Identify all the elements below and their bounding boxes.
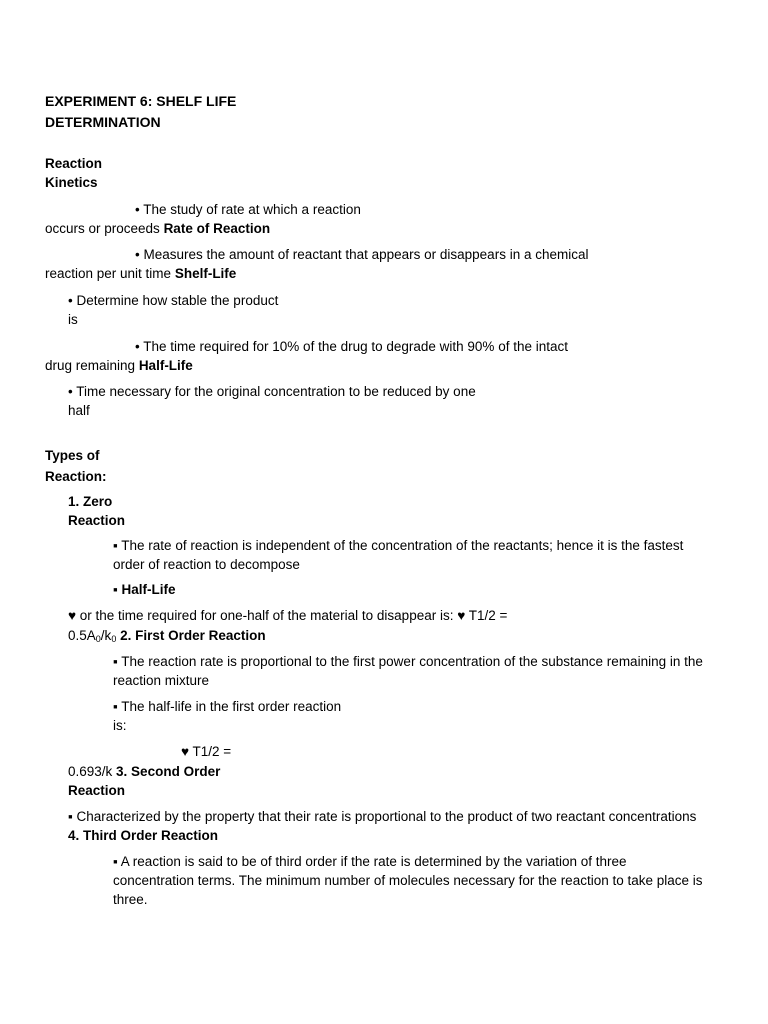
first-order-formula-line-1: ♥ T1/2 = (181, 744, 232, 759)
zero-order-bullet-1-line-2: order of reaction to decompose (113, 557, 300, 572)
rate-of-reaction-term: Rate of Reaction (163, 221, 271, 236)
first-order-heading: 2. First Order Reaction (120, 628, 266, 643)
document-title-line-1: EXPERIMENT 6: SHELF LIFE (45, 93, 237, 109)
shelf-life-term: Shelf-Life (174, 266, 237, 281)
first-order-formula-value: 0.693/k (68, 764, 117, 779)
kinetics-bullet-5-line-2: half (68, 403, 90, 418)
zero-order-formula-subscript-k: 0 (111, 634, 117, 644)
zero-order-heading-line-2: Reaction (68, 513, 126, 528)
first-order-bullet-1-line-2: reaction mixture (113, 673, 210, 688)
third-order-bullet-1-line-2: concentration terms. The minimum number of molecules necessary for the reaction to take place is (113, 873, 703, 888)
zero-order-heading-line-1: 1. Zero (68, 494, 113, 509)
second-order-bullet-1: ▪ Characterized by the property that their rate is proportional to the product of two reactant concentrations (68, 809, 697, 824)
third-order-bullet-1-line-3: three. (113, 892, 148, 907)
third-order-bullet-1-line-1: ▪ A reaction is said to be of third order if the rate is determined by the variation of three (113, 854, 627, 869)
kinetics-heading-line-1: Reaction (45, 156, 103, 171)
kinetics-bullet-5-line-1: • Time necessary for the original concentration to be reduced by one (68, 384, 476, 399)
kinetics-bullet-3-line-1: • Determine how stable the product (68, 293, 279, 308)
first-order-bullet-2-line-1: ▪ The half-life in the first order reaction (113, 699, 342, 714)
first-order-bullet-1-line-1: ▪ The reaction rate is proportional to the first power concentration of the substance remaining in the (113, 654, 703, 669)
zero-order-formula-subscript-a: 0 (95, 634, 101, 644)
third-order-heading: 4. Third Order Reaction (68, 828, 219, 843)
zero-order-formula-a: 0.5A (68, 628, 96, 643)
kinetics-bullet-4-text: drug remaining (45, 358, 139, 373)
zero-order-formula-line-2 (68, 626, 266, 645)
second-order-heading-line-2: Reaction (68, 783, 126, 798)
types-heading-line-2: Reaction: (45, 469, 107, 484)
kinetics-bullet-2-line-1: • Measures the amount of reactant that appears or disappears in a chemical (135, 247, 589, 262)
zero-order-bullet-1-line-1: ▪ The rate of reaction is independent of the concentration of the reactants; hence it is the fastest (113, 538, 684, 553)
kinetics-bullet-4-line-1: • The time required for 10% of the drug to degrade with 90% of the intact (135, 339, 568, 354)
kinetics-bullet-1-text: occurs or proceeds (45, 221, 164, 236)
zero-order-formula-k: /k (100, 628, 112, 643)
kinetics-bullet-2-line-2 (45, 264, 236, 283)
kinetics-bullet-2-text: reaction per unit time (45, 266, 175, 281)
kinetics-heading-line-2: Kinetics (45, 175, 98, 190)
second-order-heading-line-1: 3. Second Order (116, 764, 221, 779)
kinetics-bullet-1-line-1: • The study of rate at which a reaction (135, 202, 361, 217)
kinetics-bullet-3-line-2: is (68, 312, 78, 327)
zero-order-half-life-label: ▪ Half-Life (113, 582, 176, 597)
first-order-formula-line-2 (68, 762, 220, 781)
document-title-line-2: DETERMINATION (45, 114, 161, 130)
half-life-term: Half-Life (138, 358, 193, 373)
kinetics-bullet-4-line-2 (45, 356, 193, 375)
types-heading-line-1: Types of (45, 448, 100, 463)
kinetics-bullet-1-line-2 (45, 219, 270, 238)
first-order-bullet-2-line-2: is: (113, 718, 127, 733)
zero-order-formula-line-1: ♥ or the time required for one-half of the material to disappear is: ♥ T1/2 = (68, 608, 508, 623)
